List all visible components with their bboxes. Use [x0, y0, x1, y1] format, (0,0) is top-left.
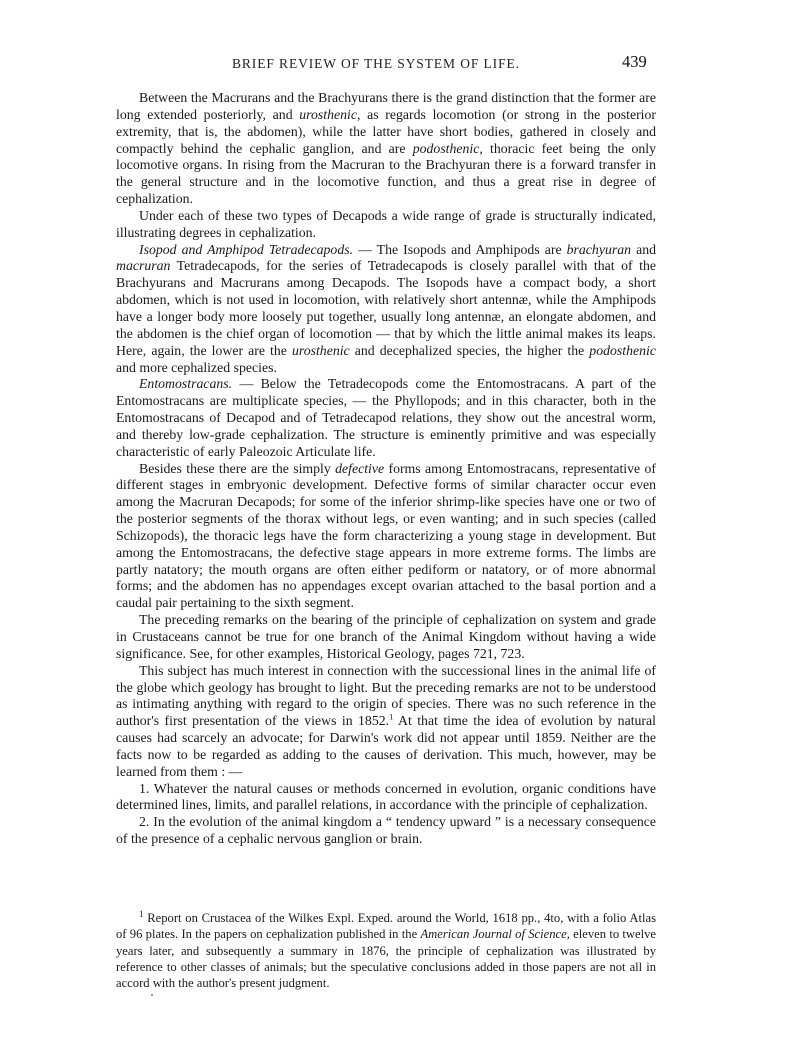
body-text [116, 90, 656, 848]
footnote-1: $^1$ Report on Crustacea of the Wilkes Expl. Exped. around the World, 1618 pp., 4to, with a folio Atlas of 96 plates. In the papers on cephalization published in the American Journal of Science, eleven to twelve years later, and subsequently a summary in 1876, the principle of cephalization was illustrated by reference to other classes of animals; but the speculative conclusions added in those papers are not all in accord with the author's present judgment. [116, 908, 656, 991]
paragraph-defective-forms: Besides these there are the simply defective forms among Entomostracans, representative of different stages in embryonic development. Defective forms of similar character occur even among the Macruran Decapods; for some of the inferior shrimp-like species have one or two of the posterior segments of the thorax without legs, or even wanting; and in such species (called Schizopods), the thoracic legs have the form characterizing a young stage in development. But among the Entomostracans, the defective stage appears in more extreme forms. The limbs are partly natatory; the mouth organs are often either pediform or natatory, or of more abnormal forms; and the abdomen has no appendages except ovarian attached to the basal portion and a caudal pair pertaining to the sixth segment. [116, 460, 656, 611]
paragraph-entomostracans: Entomostracans. — Below the Tetradecopods come the Entomostracans. A part of the Entomostracans are multiplicate species, — the Phyllopods; and in this character, both in the Entomostracans of Decapod and of Tetradecapod relations, they show out the ancestral worm, and thereby low-grade cephalization. The structure is eminently primitive and was especially characteristic of early Paleozoic Articulate life. [116, 376, 656, 459]
journal-title: American Journal of Science [420, 927, 567, 942]
footnote-marker: 1 [139, 908, 144, 919]
term-defective: defective [335, 460, 385, 476]
term-podosthenic: podosthenic [412, 140, 480, 156]
paragraph-decapod-types: Under each of these two types of Decapods a wide range of grade is structurally indicated, illustrating degrees in cephalization. [116, 207, 656, 240]
list-item-1: 1. Whatever the natural causes or methods concerned in evolution, organic conditions have determined lines, limits, and parallel relations, in accordance with the principle of cephalization. [116, 780, 656, 813]
paragraph-principle-bearing: The preceding remarks on the bearing of the principle of cephalization on system and grade in Crustaceans cannot be true for one branch of the Animal Kingdom without having a wide significance. See, for other examples, Historical Geology, pages 721, 723. [116, 612, 656, 661]
page-number: 439 [622, 52, 647, 71]
page-speck [151, 994, 153, 996]
term-urosthenic: urosthenic [299, 106, 358, 122]
footnote-reference[interactable]: 1 [389, 711, 394, 722]
footnotes [116, 910, 656, 991]
paragraph-successional-lines: This subject has much interest in connection with the successional lines in the animal life of the globe which geology has brought to light. But the preceding remarks are not to be understood as intimating anything with regard to the origin of species. There was no such reference in the author's first presentation of the views in 1852.$^1$ At that time the idea of evolution by natural causes had scarcely an advocate; for Darwin's work did not appear until 1859. Neither are the facts now to be regarded as adding to the causes of derivation. This much, however, may be learned from them : — [116, 662, 656, 779]
section-heading-entomostracans: Entomostracans. [139, 376, 233, 392]
running-title: BRIEF REVIEW OF THE SYSTEM OF LIFE. [232, 56, 520, 71]
paragraph-macrurans-brachyurans: Between the Macrurans and the Brachyurans there is the grand distinction that the former are long extended posteriorly, and urosthenic, as regards locomotion (or strong in the posterior extremity, that is, the abdomen), while the latter have short bodies, gathered in closely and compactly behind the cephalic ganglion, and are podosthenic, thoracic feet being the only locomotive organs. In rising from the Macruran to the Brachyuran there is a forward transfer in the general structure and in the locomotive function, and thus a great rise in degree of cephalization. [116, 90, 657, 207]
section-heading-isopod: Isopod and Amphipod Tetradecapods. [139, 241, 354, 257]
paragraph-isopod-amphipod: Isopod and Amphipod Tetradecapods. — The Isopods and Amphipods are brachyuran and macruran Tetradecapods, for the series of Tetradecapods is closely parallel with that of the Brachyurans and Macrurans among Decapods. The Isopods have a compact body, a short abdomen, which is not used in locomotion, with relatively short antennæ, while the Amphipods have a longer body more loosely put together, usually long antennæ, an elongate abdomen, and the abdomen is the chief organ of locomotion — that by which the little animal makes its leaps. Here, again, the lower are the urosthenic and decephalized species, the higher the podosthenic and more cephalized species. [116, 241, 656, 375]
list-item-2: 2. In the evolution of the animal kingdom a “ tendency upward ” is a necessary consequence of the presence of a cephalic nervous ganglion or brain. [116, 814, 656, 847]
